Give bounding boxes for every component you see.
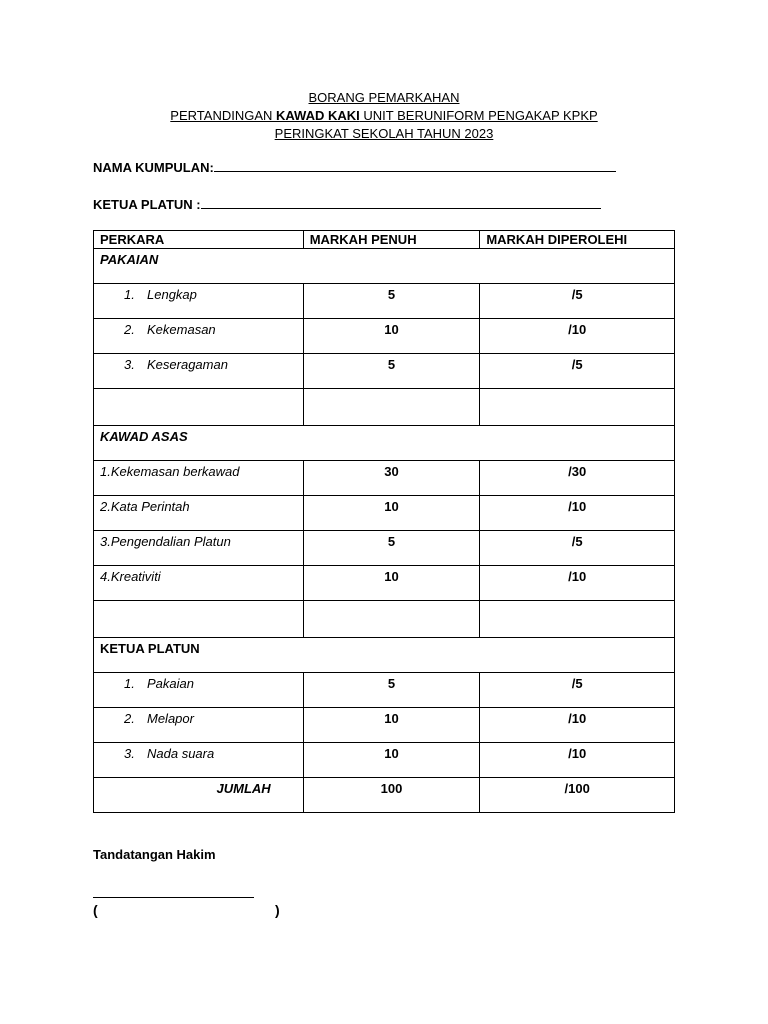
full-mark: 10: [384, 711, 399, 726]
title-line-2: PERTANDINGAN KAWAD KAKI UNIT BERUNIFORM PENGAKAP KPKP: [170, 108, 598, 123]
judge-signature-label: Tandatangan Hakim: [93, 847, 216, 862]
name-close-paren: ): [275, 902, 280, 918]
total-label: JUMLAH: [216, 781, 271, 796]
table-row: [94, 531, 675, 566]
item-label: 3.Pengendalian Platun: [100, 534, 231, 549]
item-label: 1.Kekemasan berkawad: [100, 464, 240, 479]
full-mark: 5: [387, 357, 396, 372]
section-row-ketua-platun: [94, 638, 675, 673]
obtained-mark[interactable]: /10: [568, 499, 587, 514]
nama-kumpulan-blank[interactable]: [214, 159, 616, 172]
full-mark: 10: [384, 322, 399, 337]
ketua-platun-field[interactable]: [93, 196, 601, 212]
name-open-paren: (: [93, 902, 98, 918]
signature-line[interactable]: [93, 897, 254, 898]
table-row: [94, 319, 675, 354]
ketua-platun-label: KETUA PLATUN :: [93, 197, 201, 212]
empty-row: [94, 601, 675, 638]
item-label: 1. Lengkap: [124, 287, 197, 302]
section-row-pakaian: [94, 249, 675, 284]
full-mark: 30: [384, 464, 399, 479]
ketua-platun-blank[interactable]: [201, 196, 601, 209]
full-mark: 5: [387, 287, 396, 302]
title-line-1: BORANG PEMARKAHAN: [308, 90, 460, 105]
table-header-row: [94, 231, 675, 249]
nama-kumpulan-field[interactable]: [93, 159, 616, 175]
section-label-kawad-asas: KAWAD ASAS: [100, 429, 188, 444]
item-label: 2. Kekemasan: [124, 322, 216, 337]
header-markah-penuh: MARKAH PENUH: [303, 231, 480, 249]
nama-kumpulan-label: NAMA KUMPULAN:: [93, 160, 214, 175]
table-row: [94, 673, 675, 708]
item-label: 2.Kata Perintah: [100, 499, 190, 514]
total-row: [94, 778, 675, 813]
full-mark: 10: [384, 569, 399, 584]
full-mark: 5: [387, 676, 396, 691]
item-label: 4.Kreativiti: [100, 569, 161, 584]
item-label: 2. Melapor: [124, 711, 194, 726]
section-label-ketua-platun: KETUA PLATUN: [100, 641, 200, 656]
obtained-mark[interactable]: /5: [571, 534, 583, 549]
obtained-mark[interactable]: /30: [568, 464, 587, 479]
table-row: [94, 354, 675, 389]
table-row: [94, 284, 675, 319]
title-line-3: PERINGKAT SEKOLAH TAHUN 2023: [274, 126, 494, 141]
form-title: [0, 89, 768, 143]
table-row: [94, 496, 675, 531]
table-row: [94, 566, 675, 601]
item-label: 3. Keseragaman: [124, 357, 228, 372]
section-row-kawad-asas: [94, 426, 675, 461]
obtained-mark[interactable]: /5: [571, 357, 583, 372]
table-row: [94, 461, 675, 496]
total-full-mark: 100: [380, 781, 403, 796]
section-label-pakaian: PAKAIAN: [100, 252, 159, 267]
full-mark: 10: [384, 499, 399, 514]
obtained-mark[interactable]: /5: [571, 676, 583, 691]
table-row: [94, 743, 675, 778]
full-mark: 10: [384, 746, 399, 761]
obtained-mark[interactable]: /10: [568, 569, 587, 584]
obtained-mark[interactable]: /10: [568, 711, 587, 726]
obtained-mark[interactable]: /10: [568, 746, 587, 761]
header-perkara: PERKARA: [94, 231, 304, 249]
header-markah-diperolehi: MARKAH DIPEROLEHI: [480, 231, 675, 249]
empty-row: [94, 389, 675, 426]
obtained-mark[interactable]: /5: [571, 287, 583, 302]
item-label: 1. Pakaian: [124, 676, 194, 691]
item-label: 3. Nada suara: [124, 746, 215, 761]
table-row: [94, 708, 675, 743]
total-obtained-mark[interactable]: /100: [564, 781, 590, 796]
scoring-table: [93, 230, 675, 813]
full-mark: 5: [387, 534, 396, 549]
obtained-mark[interactable]: /10: [568, 322, 587, 337]
